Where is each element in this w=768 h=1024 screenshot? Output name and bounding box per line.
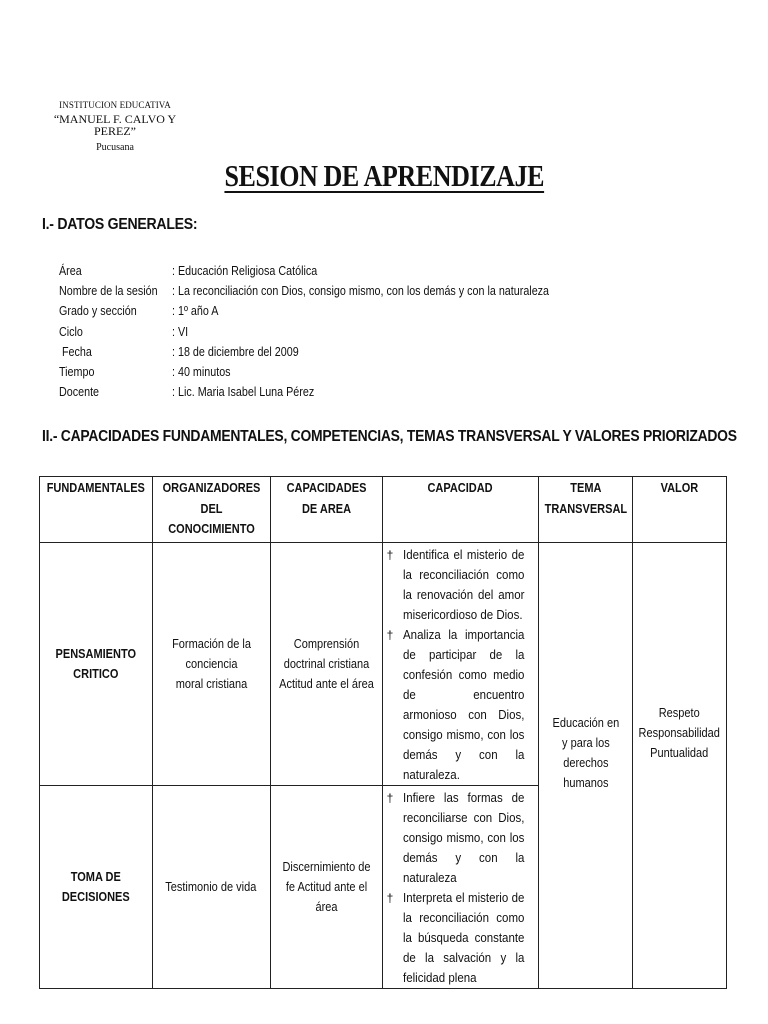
institution-header — [40, 101, 190, 153]
datos-row — [59, 362, 610, 382]
document-title-wrap — [0, 158, 768, 194]
institution-name: “MANUEL F. CALVO Y PEREZ” — [53, 112, 177, 138]
fundamental-cell — [40, 786, 153, 989]
datos-generales-list — [59, 261, 610, 402]
datos-label: Grado y sección — [59, 304, 137, 319]
table-row — [40, 543, 727, 786]
list-item — [387, 788, 535, 888]
institution-type: INSTITUCION EDUCATIVA — [59, 100, 171, 110]
datos-row — [59, 342, 610, 362]
column-header — [152, 477, 270, 543]
column-header — [382, 477, 538, 543]
valor-text: Respeto Responsabilidad Puntualidad — [638, 705, 721, 760]
capacidades-table — [39, 476, 727, 989]
column-header — [270, 477, 382, 543]
datos-value: : VI — [172, 324, 189, 339]
datos-label: Nombre de la sesión — [59, 284, 158, 299]
datos-row — [59, 322, 610, 342]
datos-value: : Educación Religiosa Católica — [172, 264, 318, 278]
column-header-label: CAPACIDAD — [427, 481, 493, 495]
datos-label: Área — [59, 264, 82, 278]
datos-row — [59, 281, 610, 301]
capacidad-area-cell — [270, 786, 382, 989]
datos-value: : 1º año A — [172, 304, 219, 319]
dagger-bullet: † — [386, 548, 394, 562]
capacidad-cell — [382, 786, 538, 989]
capacidad-cell — [382, 543, 538, 786]
organizador-text: Testimonio de vida — [165, 880, 257, 894]
capacidad-text: Infiere las formas de reconciliarse con Dios, consigo mismo, con los demás y con la naturaleza — [402, 791, 525, 885]
organizador-cell — [152, 543, 270, 786]
list-item — [387, 545, 535, 625]
datos-value: : 40 minutos — [172, 364, 231, 379]
column-header-label: FUNDAMENTALES — [46, 481, 145, 495]
column-header — [633, 477, 726, 543]
datos-row — [59, 382, 610, 402]
capacidad-text: Identifica el misterio de la reconciliación como la renovación del amor misericordioso de Dios. — [402, 548, 525, 622]
document-title: SESION DE APRENDIZAJE — [224, 158, 544, 193]
column-header — [40, 477, 153, 543]
section-heading-datos: I.- DATOS GENERALES: — [42, 216, 198, 233]
valor-cell — [633, 543, 726, 989]
datos-label: Tiempo — [59, 364, 95, 379]
fundamental-cell — [40, 543, 153, 786]
capacidad-area-cell — [270, 543, 382, 786]
datos-value: : La reconciliación con Dios, consigo mismo, con los demás y con la naturaleza — [172, 284, 550, 299]
list-item — [387, 625, 535, 785]
organizador-cell — [152, 786, 270, 989]
dagger-bullet: † — [386, 791, 394, 805]
capacidad-area-text: Discernimiento de fe Actitud ante el área — [282, 860, 371, 914]
datos-row — [59, 301, 610, 321]
column-header-label: CAPACIDADES DE AREA — [286, 481, 367, 516]
tema-transversal-text: Educación en y para los derechos humanos — [552, 715, 619, 790]
dagger-bullet: † — [386, 628, 394, 642]
dagger-bullet: † — [386, 891, 394, 905]
capacidad-area-text: Comprensión doctrinal cristiana Actitud ante el área — [278, 637, 374, 691]
column-header-label: TEMA TRANSVERSAL — [544, 481, 627, 516]
organizador-text: Formación de la conciencia moral cristiana — [171, 637, 251, 691]
fundamental-text: PENSAMIENTO CRITICO — [55, 647, 137, 681]
list-item — [387, 888, 535, 988]
capacidad-text: Analiza la importancia de participar de la confesión como medio de encuentro armonioso con Dios, consigo mismo, con los demás y con la naturaleza. — [402, 628, 525, 782]
column-header — [538, 477, 633, 543]
datos-value: : Lic. Maria Isabel Luna Pérez — [172, 385, 315, 400]
datos-label: Docente — [59, 385, 100, 400]
column-header-label: VALOR — [660, 481, 699, 495]
table-header-row — [40, 477, 727, 543]
datos-label: Fecha — [59, 344, 92, 359]
datos-row — [59, 261, 610, 281]
tema-transversal-cell — [538, 543, 633, 989]
datos-label: Ciclo — [59, 324, 83, 339]
column-header-label: ORGANIZADORES DEL CONOCIMIENTO — [162, 481, 260, 536]
institution-location: Pucusana — [96, 142, 134, 153]
section-heading-capacidades: II.- CAPACIDADES FUNDAMENTALES, COMPETENCIAS, TEMAS TRANSVERSAL Y VALORES PRIORIZADOS — [42, 428, 737, 445]
datos-value: : 18 de diciembre del 2009 — [172, 344, 299, 359]
capacidad-text: Interpreta el misterio de la reconciliación como la búsqueda constante de la salvación y la felicidad plena — [402, 891, 525, 985]
fundamental-text: TOMA DE DECISIONES — [61, 870, 130, 904]
